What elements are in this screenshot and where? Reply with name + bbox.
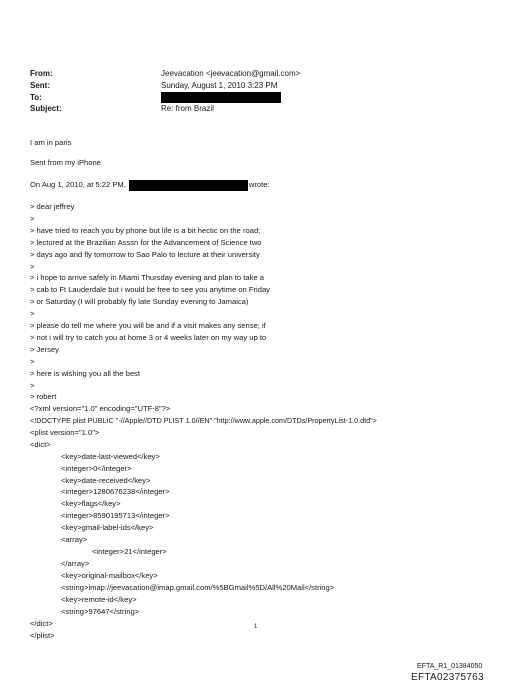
subject-label: Subject: [30,104,62,113]
plist-line: </array> [61,559,90,568]
bates-number: EFTA02375763 [411,672,484,683]
plist-line: <integer>0</integer> [61,464,132,473]
quoted-line: > [30,309,35,318]
subject-value: Re: from Brazil [161,104,214,113]
plist-line: <dict> [30,440,51,449]
redaction-block [129,180,248,191]
body-line: I am in paris [30,138,72,147]
to-label: To: [30,93,42,102]
plist-line: <array> [61,535,88,544]
on-date-prefix: On Aug 1, 2010, at 5:22 PM, [30,180,126,189]
from-row [30,68,450,80]
plist-line: <!DOCTYPE plist PUBLIC "-//Apple//DTD PLIST 1.0//EN" "http://www.apple.com/DTDs/PropertyList-1.0.dtd"> [30,416,377,425]
plist-line: <string>imap://jeevacation@imap.gmail.com/%5BGmail%5D/All%20Mail</string> [61,583,335,592]
plist-line: <?xml version="1.0" encoding="UTF-8"?> [30,404,171,413]
plist-line: <key>gmail-label-ids</key> [61,523,154,532]
sent-label: Sent: [30,81,50,90]
plist-line: <key>flags</key> [61,499,121,508]
plist-line: <key>date-last-viewed</key> [61,452,160,461]
sent-row [30,80,450,92]
quoted-line: > Jersey [30,345,59,354]
sent-value: Sunday, August 1, 2010 3:23 PM [161,81,278,90]
from-label: From: [30,69,53,78]
on-date-suffix: wrote: [248,180,270,189]
quoted-line: > lectured at the Brazilian Asssn for the Advancement of Science two [30,238,262,247]
plist-line: <key>remote-id</key> [61,595,137,604]
quoted-line: > dear jeffrey [30,202,75,211]
on-date-line [30,179,270,191]
body-line: Sent from my iPhone [30,158,101,167]
plist-line: </plist> [30,631,55,640]
quoted-line: > here is wishing you all the best [30,369,140,378]
plist-line: <integer>8590195713</integer> [61,511,170,520]
quoted-line: > i hope to arrive safely in Miami Thursday evening and plan to take a [30,273,264,282]
quoted-line: > not i will try to catch you at home 3 or 4 weeks later on my way up to [30,333,267,342]
quoted-line: > [30,357,35,366]
plist-line: <plist version="1.0"> [30,428,100,437]
bates-number-small: EFTA_R1_01384050 [417,663,483,670]
from-value: Jeevacation <jeevacation@gmail.com> [161,69,301,78]
quoted-line: > cab to Ft Lauderdale but i would be free to see you anytime on Friday [30,285,270,294]
plist-line: </dict> [30,619,53,628]
plist-line: <integer>21</integer> [92,547,167,556]
quoted-line: > [30,381,35,390]
quoted-line: > [30,262,35,271]
quoted-line: > days ago and fly tomorrow to Sao Palo to lecture at their university [30,250,260,259]
plist-line: <integer>1280676238</integer> [61,487,170,496]
quoted-line: > have tried to reach you by phone but life is a bit hectic on the road; [30,226,261,235]
subject-row [30,103,450,115]
plist-line: <key>original-mailbox</key> [61,571,158,580]
plist-line: <string>97647</string> [61,607,140,616]
page-number: 1 [254,624,258,630]
quoted-line: > [30,214,35,223]
quoted-line: > please do tell me where you will be and if a visit makes any sense; if [30,321,266,330]
plist-line: <key>date-received</key> [61,476,151,485]
quoted-line: > robert [30,392,57,401]
quoted-line: > or Saturday (I will probably fly late Sunday evening to Jamaica) [30,297,249,306]
redaction-block [161,92,281,103]
